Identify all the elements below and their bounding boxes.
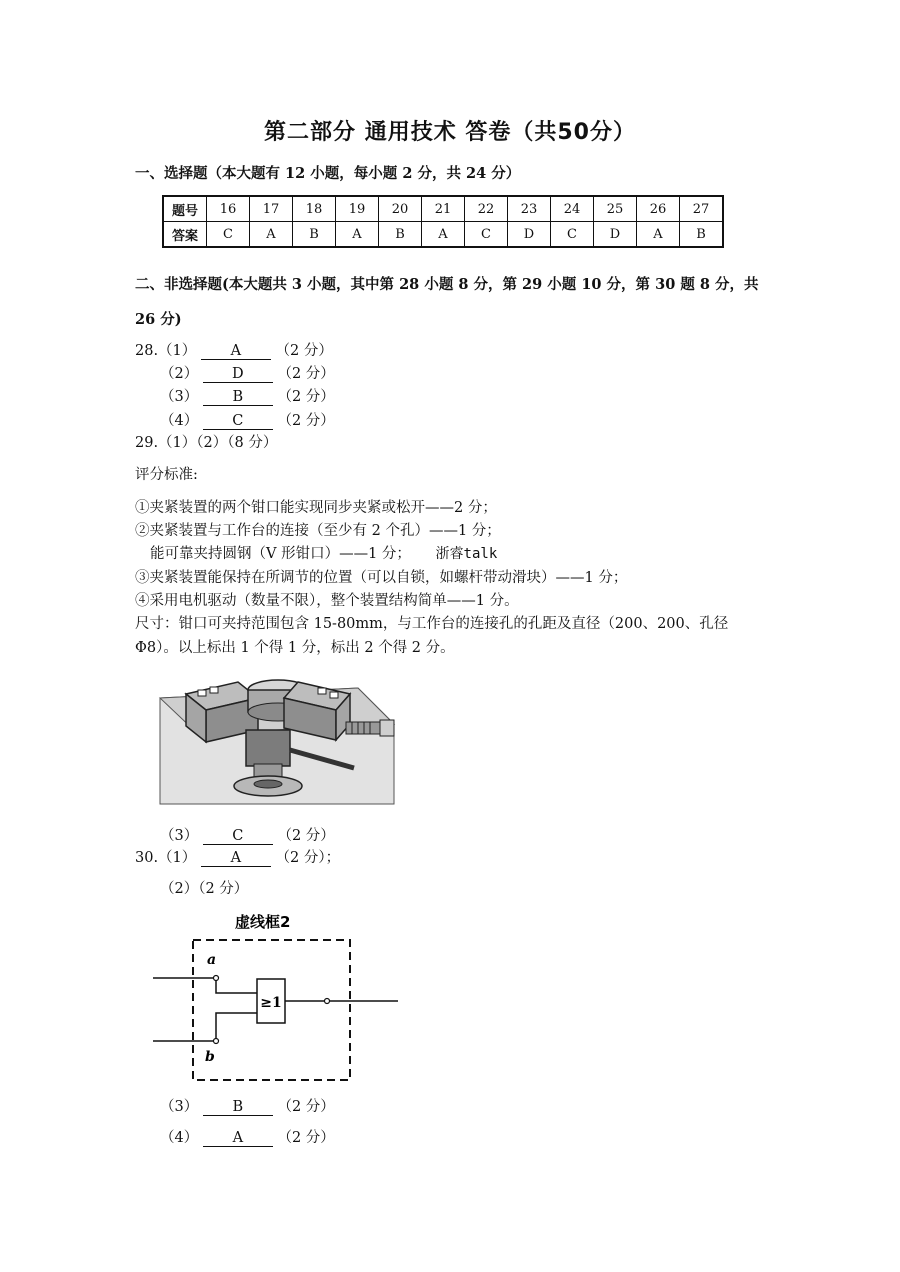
q29-criteria-label: 评分标准: [135,467,198,483]
q28-item-3 [160,385,335,406]
question-number: 16 [207,196,250,222]
q30-item-1-score: （2 分）； [275,850,341,866]
q28-item-2-score: （2 分） [277,366,335,382]
q29-criterion-2: ②夹紧装置与工作台的连接（至少有 2 个孔）——1 分； [135,523,501,539]
q29-criterion-4: ④采用电机驱动（数量不限），整个装置结构简单——1 分。 [135,593,519,609]
question-number: 24 [551,196,594,222]
answer-table [162,195,724,248]
answer-cell: A [336,222,379,248]
q30-item-3 [160,1095,335,1116]
section2-heading-line2: 26 分) [135,311,182,328]
question-number: 19 [336,196,379,222]
q28-item-3-answer: B [203,389,273,406]
answer-cell: B [379,222,422,248]
question-number: 26 [637,196,680,222]
q30-item-3-answer: B [203,1099,273,1116]
page-title: 第二部分 通用技术 答卷（共50分） [264,120,636,145]
q29-criterion-2b [150,542,497,563]
logic-circuit-diagram [145,905,410,1090]
answer-cell: D [594,222,637,248]
q30-item-4-prefix: （4） [160,1130,199,1146]
q29-item-3-answer: C [203,828,273,845]
answer-cell: B [293,222,336,248]
row-label-answer: 答案 [163,222,207,248]
q30-item-1 [135,846,340,867]
input-a-label: a [207,952,217,968]
question-number: 23 [508,196,551,222]
q28-item-3-prefix: （3） [160,389,199,405]
question-number: 21 [422,196,465,222]
q28-item-1-score: （2 分） [275,343,333,359]
q28-item-4-answer: C [203,413,273,430]
q28-item-1-prefix: 28.（1） [135,343,197,359]
q29-item-3 [160,824,335,845]
q30-item-4-answer: A [203,1130,273,1147]
answer-cell: C [207,222,250,248]
q29-item-3-prefix: （3） [160,828,199,844]
q29-line: 29.（1）（2）（8 分） [135,435,278,451]
q30-item-2: （2）（2 分） [160,881,249,897]
q28-item-3-score: （2 分） [277,389,335,405]
question-number: 22 [465,196,508,222]
q29-size-line2: Φ8）。以上标出 1 个得 1 分，标出 2 个得 2 分。 [135,640,455,656]
q28-item-2-prefix: （2） [160,366,199,382]
q28-item-4-prefix: （4） [160,413,199,429]
q30-item-1-answer: A [201,850,271,867]
q28-item-4 [160,409,335,430]
row-label-question: 题号 [163,196,207,222]
q30-item-3-score: （2 分） [277,1099,335,1115]
table-row-questions [163,196,723,222]
answer-cell: A [637,222,680,248]
q30-item-3-prefix: （3） [160,1099,199,1115]
answer-cell: A [422,222,465,248]
q29-criterion-1: ①夹紧装置的两个钳口能实现同步夹紧或松开——2 分； [135,500,497,516]
q28-item-2-answer: D [203,366,273,383]
q28-item-2 [160,362,335,383]
answer-cell: C [465,222,508,248]
input-b-label: b [205,1049,215,1065]
question-number: 18 [293,196,336,222]
clamp-device-illustration [158,668,398,808]
output-node [325,999,330,1004]
table-row-answers [163,222,723,248]
section2-heading-line1: 二、非选择题(本大题共 3 小题，其中第 28 小题 8 分，第 29 小题 10 分，第 30 题 8 分，共 [135,276,759,293]
question-number: 25 [594,196,637,222]
q28-item-1-answer: A [201,343,271,360]
q28-item-1 [135,339,333,360]
dashed-box-label: 虚线框2 [235,913,291,931]
question-number: 17 [250,196,293,222]
answer-cell: A [250,222,293,248]
q30-item-4-score: （2 分） [277,1130,335,1146]
answer-cell: D [508,222,551,248]
q29-criterion-3: ③夹紧装置能保持在所调节的位置（可以自锁，如螺杆带动滑块）——1 分； [135,570,628,586]
input-b-node [214,1039,219,1044]
watermark: 浙睿talk [435,546,498,562]
question-number: 27 [680,196,724,222]
question-number: 20 [379,196,422,222]
answer-cell: C [551,222,594,248]
q28-item-4-score: （2 分） [277,413,335,429]
q29-criterion-2b-text: 能可靠夹持圆钢（V 形钳口）——1 分； [150,546,411,562]
section1-heading: 一、选择题（本大题有 12 小题，每小题 2 分，共 24 分） [135,165,521,182]
or-gate-label: ≥1 [260,995,282,1011]
answer-cell: B [680,222,724,248]
input-a-node [214,976,219,981]
q29-item-3-score: （2 分） [277,828,335,844]
q30-item-1-prefix: 30.（1） [135,850,197,866]
q29-size-line1: 尺寸：钳口可夹持范围包含 15-80mm，与工作台的连接孔的孔距及直径（200、200、孔径 [135,616,729,632]
q30-item-4 [160,1126,335,1147]
